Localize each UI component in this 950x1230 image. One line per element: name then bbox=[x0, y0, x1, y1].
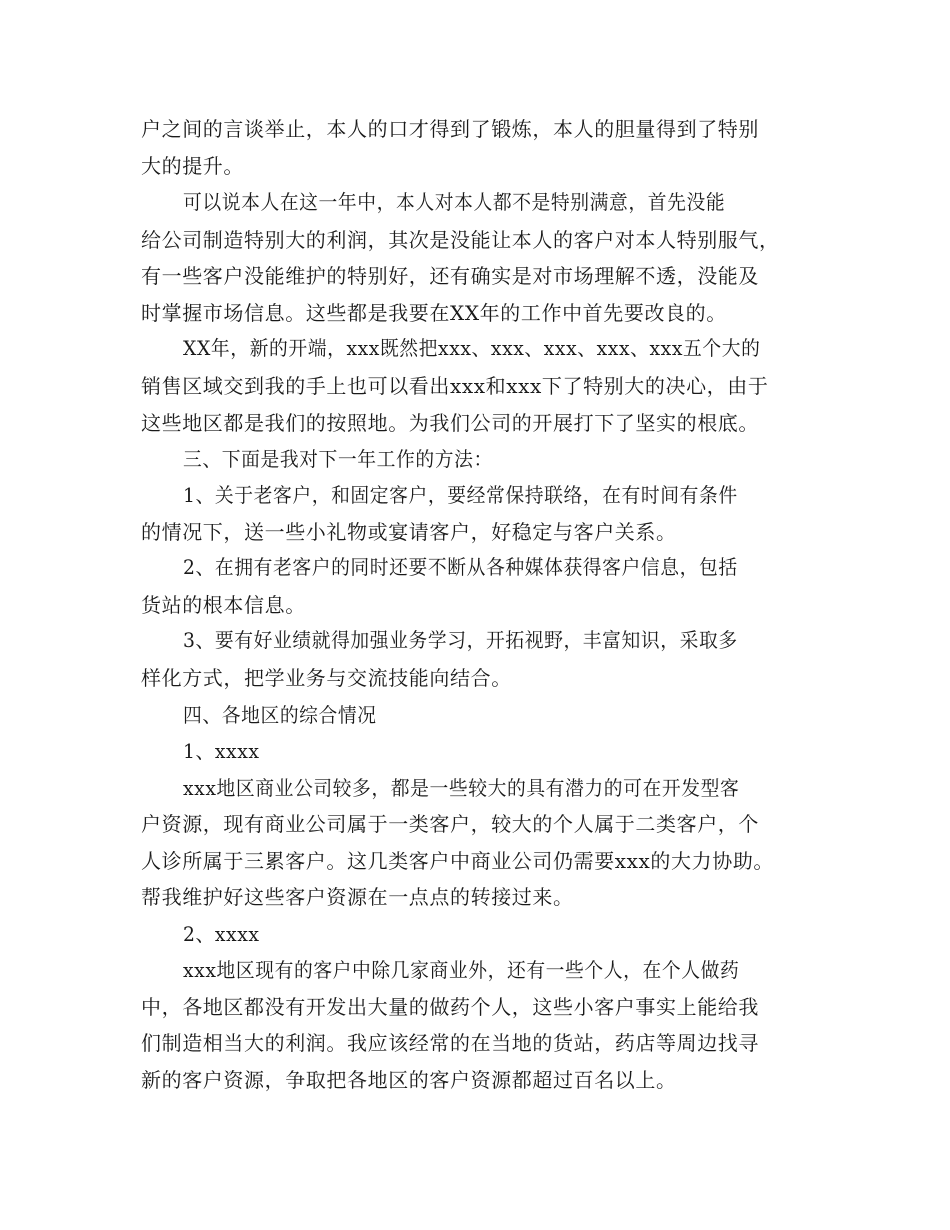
section-heading: 四、各地区的综合情况 bbox=[183, 703, 377, 727]
section-heading: 三、下面是我对下一年工作的方法： bbox=[183, 447, 493, 471]
text-line: 给公司制造特别大的利润，其次是没能让本人的客户对本人特别服气， bbox=[141, 228, 780, 252]
text-line: 帮我维护好这些客户资源在一点点的转接过来。 bbox=[141, 885, 574, 909]
text-line: 这些地区都是我们的按照地。为我们公司的开展打下了坚实的根底。 bbox=[141, 411, 759, 435]
text-line: 中，各地区都没有开发出大量的做药个人，这些小客户事实上能给我 bbox=[141, 995, 759, 1019]
text-line: 货站的根本信息。 bbox=[141, 593, 306, 617]
text-line: 户资源，现有商业公司属于一类客户，较大的个人属于二类客户，个 bbox=[141, 812, 759, 836]
paragraph-start-line: XX年，新的开端，xxx既然把xxx、xxx、xxx、xxx、xxx五个大的 bbox=[183, 336, 761, 360]
list-item-start-line: 1、关于老客户，和固定客户，要经常保持联络，在有时间有条件 bbox=[183, 483, 738, 507]
text-line: 销售区域交到我的手上也可以看出xxx和xxx下了特别大的决心，由于 bbox=[141, 374, 769, 398]
text-line: 新的客户资源，争取把各地区的客户资源都超过百名以上。 bbox=[141, 1068, 677, 1092]
subsection-heading: 1、xxxx bbox=[183, 739, 260, 763]
text-line: 们制造相当大的利润。我应该经常的在当地的货站，药店等周边找寻 bbox=[141, 1031, 759, 1055]
text-line: 人诊所属于三累客户。这几类客户中商业公司仍需要xxx的大力协助。 bbox=[141, 849, 775, 873]
text-line: 户之间的言谈举止，本人的口才得到了锻炼，本人的胆量得到了特别 bbox=[141, 117, 759, 141]
list-item-start-line: 2、在拥有老客户的同时还要不断从各种媒体获得客户信息，包括 bbox=[183, 555, 738, 579]
text-line: 大的提升。 bbox=[141, 154, 244, 178]
subsection-heading: 2、xxxx bbox=[183, 922, 260, 946]
paragraph-start-line: xxx地区现有的客户中除几家商业外，还有一些个人，在个人做药 bbox=[183, 958, 740, 982]
text-line: 的情况下，送一些小礼物或宴请客户，好稳定与客户关系。 bbox=[141, 520, 677, 544]
paragraph-start-line: 可以说本人在这一年中，本人对本人都不是特别满意，首先没能 bbox=[183, 190, 726, 214]
text-line: 时掌握市场信息。这些都是我要在XX年的工作中首先要改良的。 bbox=[141, 301, 727, 325]
paragraph-start-line: xxx地区商业公司较多，都是一些较大的具有潜力的可在开发型客 bbox=[183, 776, 740, 800]
text-line: 有一些客户没能维护的特别好，还有确实是对市场理解不透，没能及 bbox=[141, 264, 759, 288]
text-line: 样化方式，把学业务与交流技能向结合。 bbox=[141, 666, 512, 690]
list-item-start-line: 3、要有好业绩就得加强业务学习，开拓视野，丰富知识，采取多 bbox=[183, 628, 738, 652]
